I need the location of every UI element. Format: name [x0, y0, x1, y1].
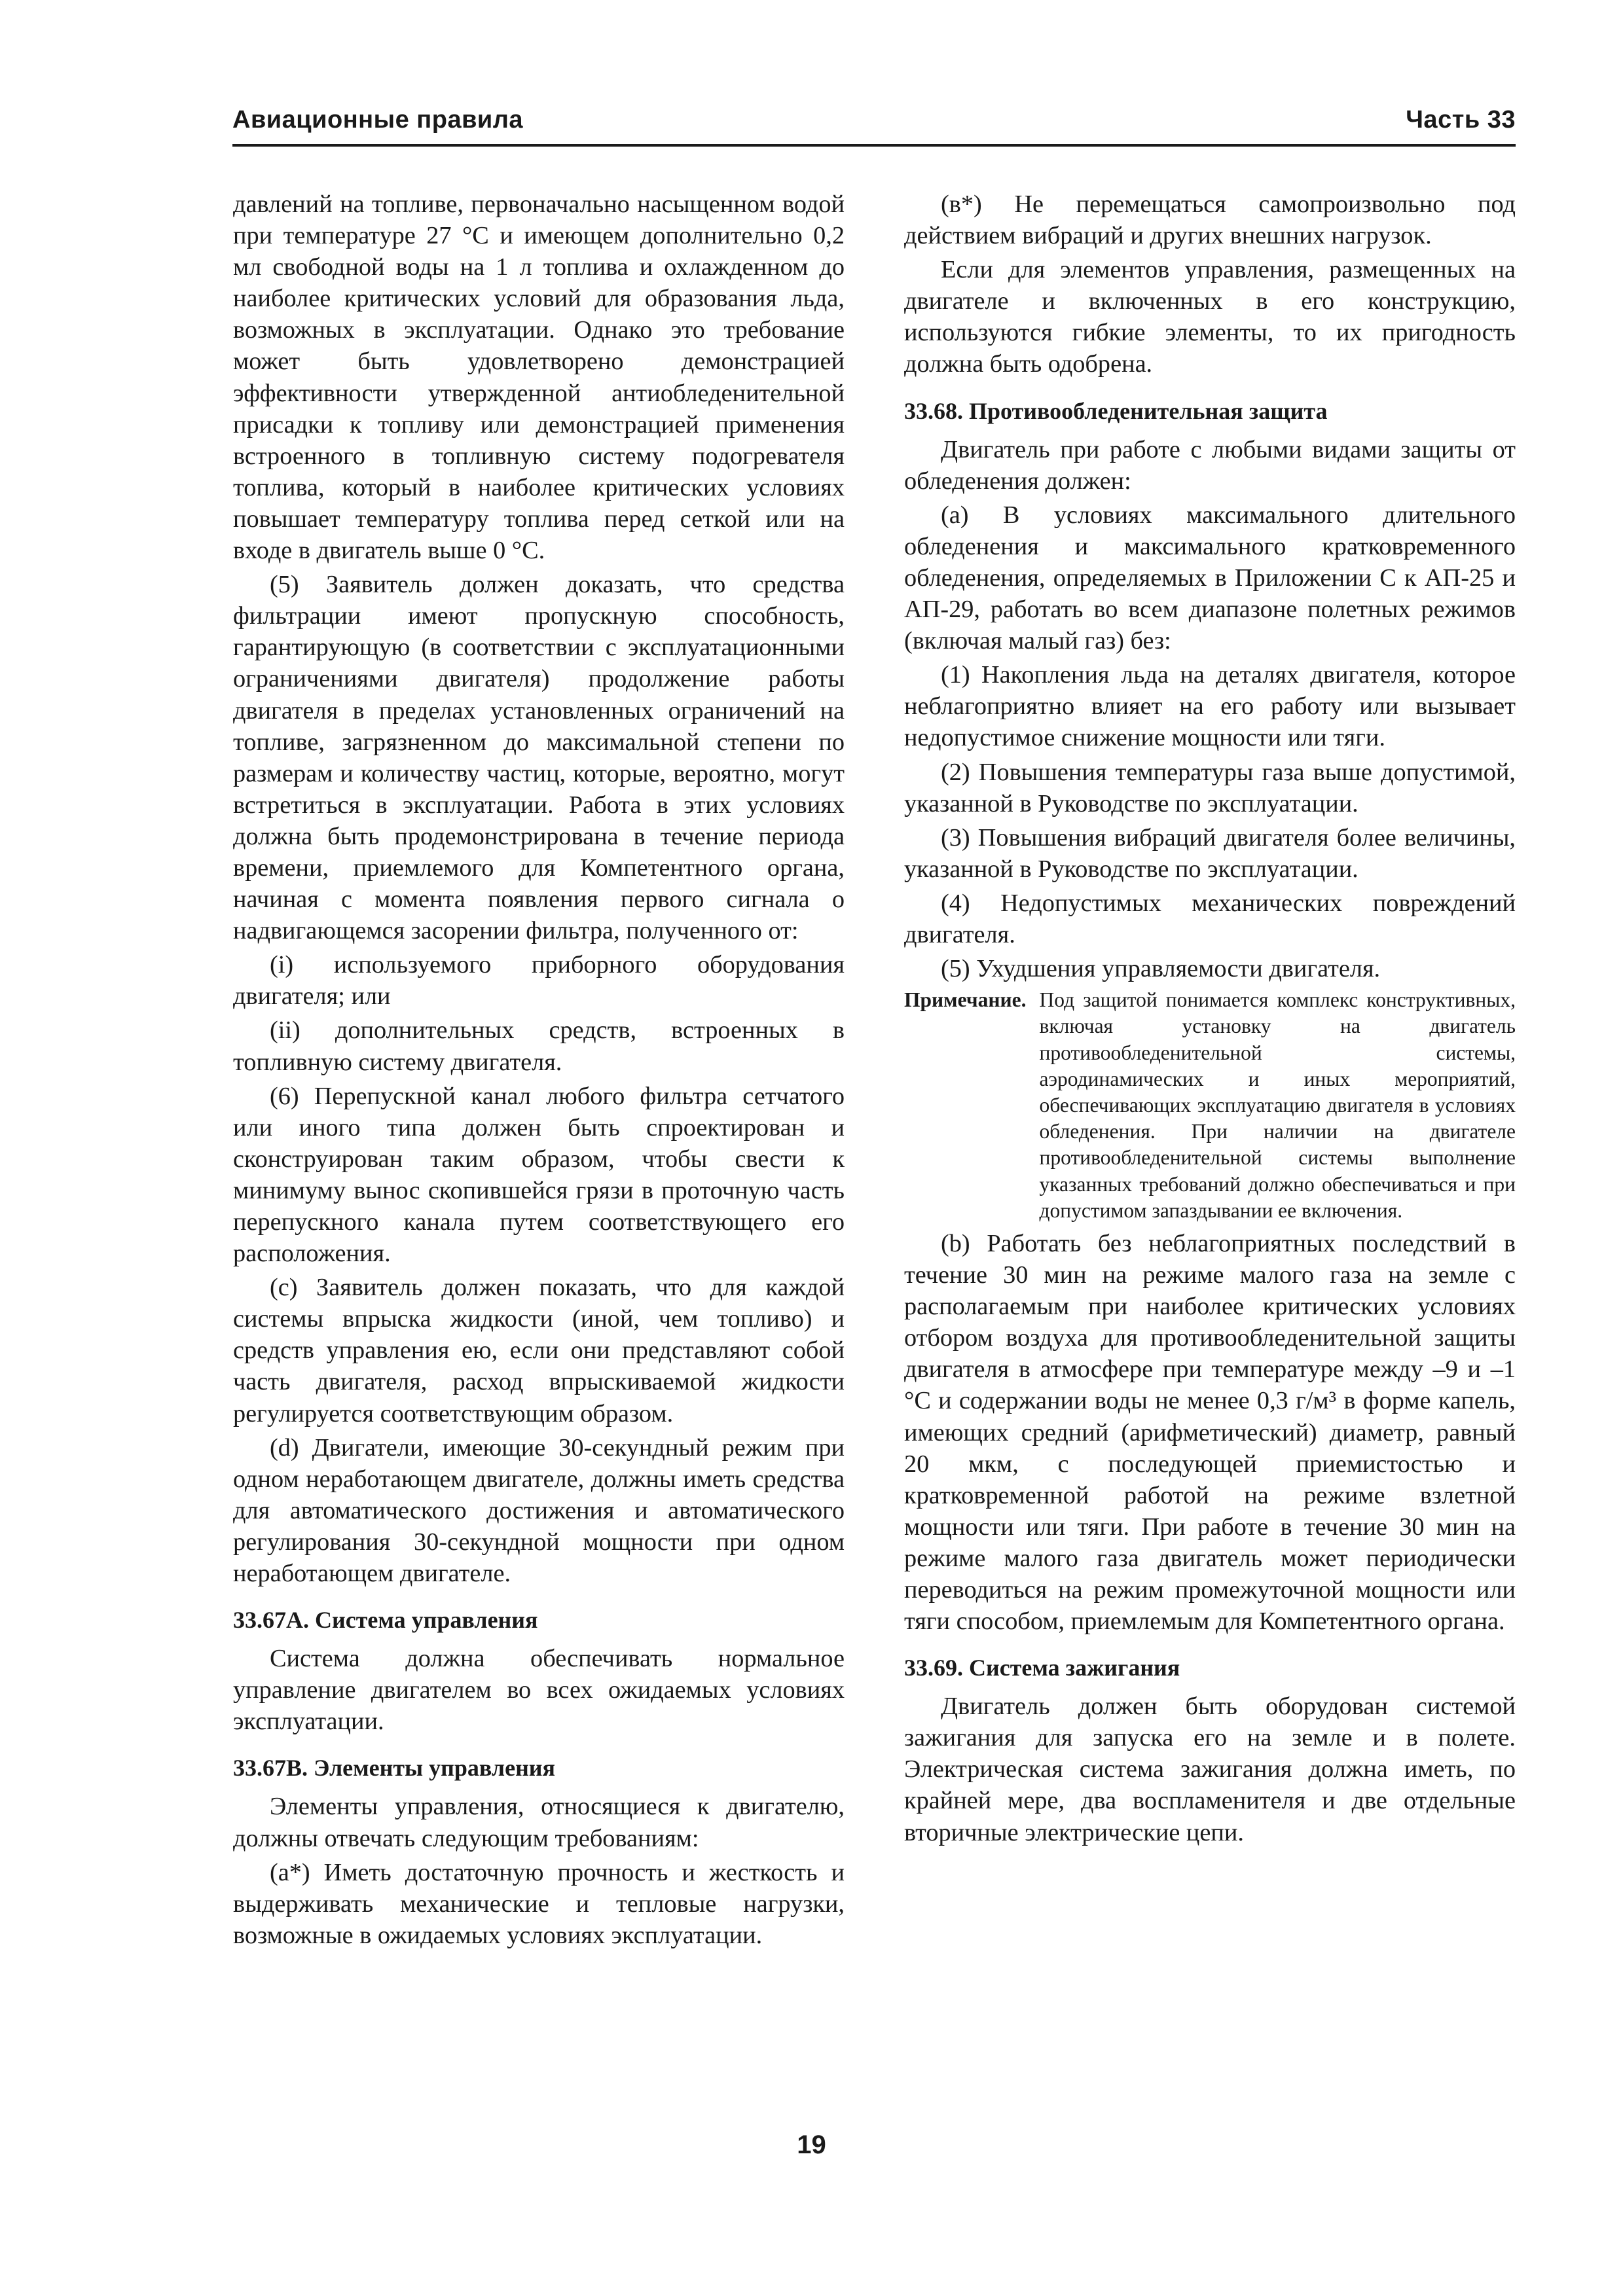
paragraph: Двигатель при работе с любыми видами защиты от обледенения должен:: [904, 435, 1516, 495]
paragraph: (c) Заявитель должен показать, что для каждой системы впрыска жидкости (иной, чем топливо) и средств управления ею, если они представляют собой часть двигателя, расход впрыскиваемой жидкости регулируется соответствующим образом.: [233, 1274, 845, 1427]
paragraph: (1) Накопления льда на деталях двигателя, которое неблагоприятно влияет на его работу или вызывает недопустимое снижение мощности или тяги.: [904, 661, 1516, 752]
paragraph: (ii) дополнительных средств, встроенных в топливную систему двигателя.: [233, 1016, 845, 1076]
paragraph: Элементы управления, относящиеся к двигателю, должны отвечать следующим требованиям:: [233, 1793, 845, 1852]
paragraph: (в*) Не перемещаться самопроизвольно под действием вибраций и других внешних нагрузок.: [904, 190, 1516, 250]
paragraph: Система должна обеспечивать нормальное управление двигателем во всех ожидаемых условиях эксплуатации.: [233, 1645, 845, 1736]
note: [904, 987, 1516, 1224]
paragraph: давлений на топливе, первоначально насыщенном водой при температуре 27 °С и имеющем дополнительно 0,2 мл свободной воды на 1 л топлива и охлажденном до наиболее критических условий для образования льда, возможных в эксплуатации. Однако это требование может быть удовлетворено демонстрацией эффективности утвержденной антиобледенительной присадки к топливу или демонстрацией применения встроенного в топливную систему подогревателя топлива, который в наиболее критических условиях повышает температуру топлива перед сеткой или на входе в двигатель выше 0 °С.: [233, 190, 845, 565]
page-number: 19: [797, 2130, 826, 2159]
header-title: Авиационные правила: [232, 106, 524, 134]
paragraph: (5) Ухудшения управляемости двигателя.: [941, 955, 1381, 983]
paragraph: (b) Работать без неблагоприятных последствий в течение 30 мин на режиме малого газа на земле с располагаемым при наиболее критических условиях отбором воздуха для противообледенительной защиты двигателя в атмосфере при температуре между –9 и –1 °С и содержании воды не менее 0,3 г/м³ в форме капель, имеющих средний (арифметический) диаметр, равный 20 мкм, с последующей приемистостью и кратковременной работой на режиме взлетной мощности или тяги. При работе в течение 30 мин на режиме малого газа двигатель может периодически переводиться на режим промежуточной мощности или тяги способом, приемлемым для Компетентного органа.: [904, 1229, 1516, 1636]
paragraph: (а*) Иметь достаточную прочность и жесткость и выдерживать механические и тепловые нагрузки, возможные в ожидаемых условиях эксплуатации.: [233, 1858, 845, 1949]
paragraph: (5) Заявитель должен доказать, что средства фильтрации имеют пропускную способность, гарантирующую (в соответствии с эксплуатационными ограничениями двигателя) продолжение работы двигателя в пределах установленных ограничений на топливе, загрязненном до максимальной степени по размерам и количеству частиц, которые, вероятно, могут встретиться в эксплуатации. Работа в этих условиях должна быть продемонстрирована в течение периода времени, приемлемого для Компетентного органа, начиная с момента появления первого сигнала о надвигающемся засорении фильтра, полученного от:: [233, 571, 845, 945]
paragraph: (i) используемого приборного оборудования двигателя; или: [233, 951, 845, 1011]
header-part: Часть 33: [1406, 106, 1516, 134]
note-label: Примечание.: [904, 988, 1027, 1012]
paragraph: Если для элементов управления, размещенных на двигателе и включенных в его конструкцию, используются гибкие элементы, то их пригодность должна быть одобрена.: [904, 256, 1516, 378]
paragraph: Двигатель должен быть оборудован системой зажигания для запуска его на земле и в полете. Электрическая система зажигания должна иметь, по крайней мере, два воспламенителя и две отдельные вторичные электрические цепи.: [904, 1693, 1516, 1846]
paragraph: (2) Повышения температуры газа выше допустимой, указанной в Руководстве по эксплуатации.: [904, 758, 1516, 817]
section-heading: 33.67В. Элементы управления: [233, 1755, 556, 1782]
section-heading: 33.69. Система зажигания: [904, 1655, 1180, 1681]
left-column: [233, 188, 845, 1954]
note-text: Под защитой понимается комплекс конструктивных, включая установку на двигатель противообледенительной системы, аэродинамических и иных мероприятий, обеспечивающих эксплуатацию двигателя в условиях обледенения. При наличии на двигателе противообледенительной системы выполнение указанных требований должно обеспечиваться и при допустимом запаздывании ее включения.: [1039, 988, 1516, 1222]
paragraph: (6) Перепускной канал любого фильтра сетчатого или иного типа должен быть спроектирован и сконструирован таким образом, чтобы свести к минимуму вынос скопившейся грязи в проточную часть перепускного канала путем соответствующего его расположения.: [233, 1082, 845, 1268]
paragraph: (d) Двигатели, имеющие 30-секундный режим при одном неработающем двигателе, должны иметь средства для автоматического достижения и автоматического регулирования 30-секундной мощности при одном неработающем двигателе.: [233, 1433, 845, 1588]
paragraph: (а) В условиях максимального длительного обледенения и максимального кратковременного обледенения, определяемых в Приложении С к АП-25 и АП-29, работать во всем диапазоне полетных режимов (включая малый газ) без:: [904, 501, 1516, 655]
section-heading: 33.68. Противообледенительная защита: [904, 397, 1328, 424]
right-column: [904, 188, 1516, 1851]
paragraph: (4) Недопустимых механических повреждений двигателя.: [904, 889, 1516, 948]
running-header: [232, 105, 1516, 147]
section-heading: 33.67А. Система управления: [233, 1607, 538, 1634]
paragraph: (3) Повышения вибраций двигателя более величины, указанной в Руководстве по эксплуатации.: [904, 823, 1516, 883]
